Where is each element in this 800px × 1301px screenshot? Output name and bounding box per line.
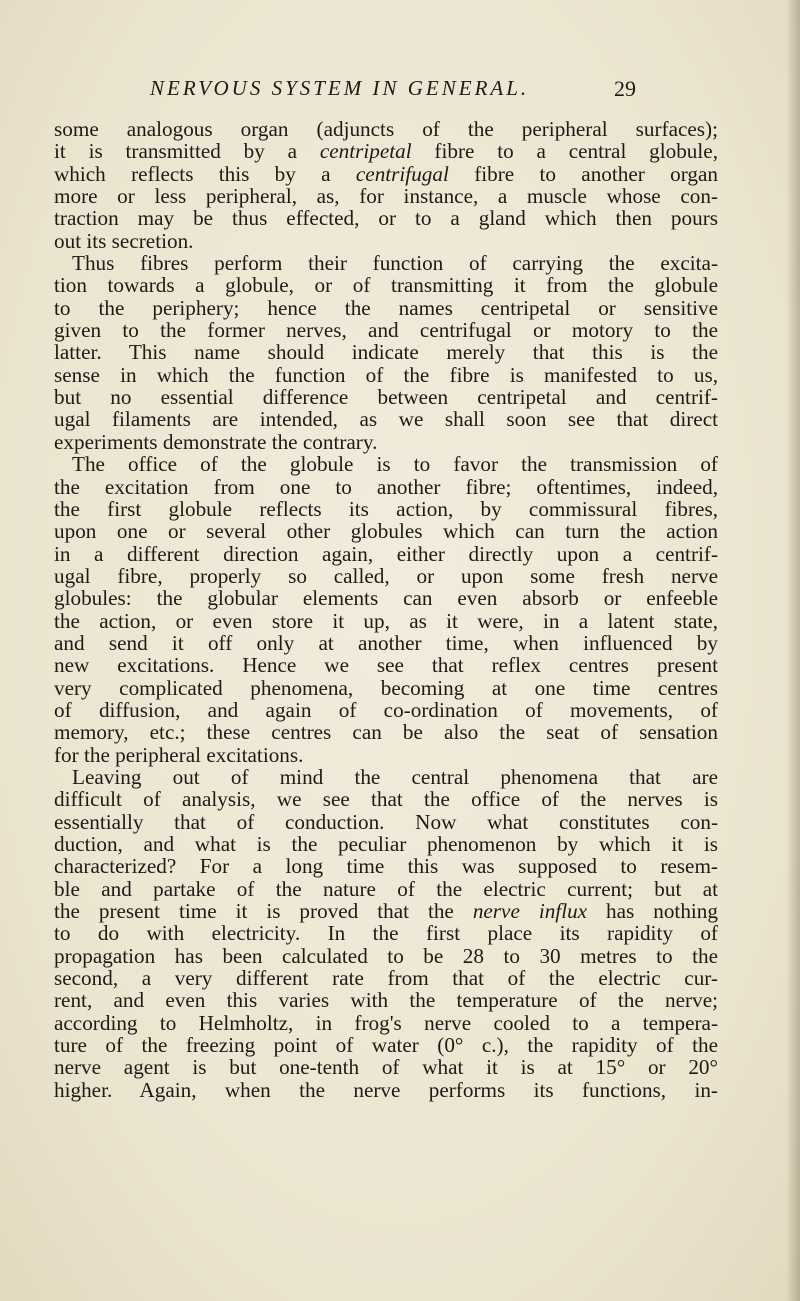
running-head: NERVOUS SYSTEM IN GENERAL. [150, 76, 530, 100]
text-line: ture of the freezing point of water (0° c.), the rapidity of the [54, 1033, 718, 1058]
text-line: to the periphery; hence the names centripetal or sensitive [54, 295, 718, 320]
text-line: second, a very different rate from that of the electric cur- [54, 966, 718, 991]
paragraph [54, 252, 718, 453]
text-line: given to the former nerves, and centrifugal or motory to the [54, 318, 718, 343]
text-line: the present time it is proved that the nerve influx has nothing [54, 899, 718, 924]
text-line: globules: the globular elements can even absorb or enfeeble [54, 586, 718, 611]
page-edge-shadow [786, 0, 800, 1301]
text-line: memory, etc.; these centres can be also the seat of sensation [54, 720, 718, 745]
text-line: tion towards a globule, or of transmitting it from the globule [54, 273, 718, 298]
text-line: upon one or several other globules which can turn the action [54, 519, 718, 544]
text-line: ugal filaments are intended, as we shall soon see that direct [54, 407, 718, 432]
text-line: traction may be thus effected, or to a gland which then pours [54, 206, 718, 231]
page-number: 29 [614, 76, 636, 101]
text-line: some analogous organ (adjuncts of the peripheral surfaces); [54, 117, 718, 141]
text-line: The office of the globule is to favor the transmission of [72, 452, 718, 477]
text-line: and send it off only at another time, when influenced by [54, 630, 718, 655]
text-line: more or less peripheral, as, for instance, a muscle whose con- [54, 184, 718, 209]
text-line: the excitation from one to another fibre; oftentimes, indeed, [54, 474, 718, 499]
text-line: the first globule reflects its action, by commissural fibres, [54, 496, 718, 521]
text-line: in a different direction again, either directly upon a centrif- [54, 541, 718, 566]
text-line: it is transmitted by a centripetal fibre to a central globule, [54, 139, 718, 164]
text-line: for the peripheral excitations. [54, 742, 304, 767]
text-line: latter. This name should indicate merely that this is the [54, 340, 718, 365]
text-line: which reflects this by a centrifugal fibre to another organ [54, 161, 718, 186]
text-line: Thus fibres perform their function of carrying the excita- [72, 251, 718, 276]
text-line: the action, or even store it up, as it were, in a latent state, [54, 608, 718, 633]
text-line: but no essential difference between centripetal and centrif- [54, 385, 718, 410]
text-line: experiments demonstrate the contrary. [54, 429, 378, 454]
text-line: difficult of analysis, we see that the office of the nerves is [54, 787, 718, 812]
italic-term: nerve influx [472, 899, 588, 924]
text-line: nerve agent is but one-tenth of what it is at 15° or 20° [54, 1055, 718, 1080]
italic-term: centrifugal [355, 161, 449, 186]
text-line: characterized? For a long time this was supposed to resem- [54, 854, 718, 879]
page-header [0, 76, 800, 106]
text-line: ble and partake of the nature of the electric current; but at [54, 876, 718, 901]
text-line: of diffusion, and again of co-ordination of movements, of [54, 697, 718, 722]
italic-term: centripetal [319, 139, 412, 164]
text-line: higher. Again, when the nerve performs its functions, in- [54, 1077, 718, 1102]
text-line: Leaving out of mind the central phenomena that are [72, 764, 718, 789]
body-text [54, 118, 718, 1101]
paragraph [54, 766, 718, 1101]
text-line: very complicated phenomena, becoming at one time centres [54, 675, 718, 700]
text-line: new excitations. Hence we see that reflex centres present [54, 653, 718, 678]
paragraph [54, 118, 718, 252]
text-line: duction, and what is the peculiar phenomenon by which it is [54, 832, 718, 856]
text-line: sense in which the function of the fibre is manifested to us, [54, 362, 718, 387]
text-line: propagation has been calculated to be 28 to 30 metres to the [54, 943, 718, 968]
text-line: ugal fibre, properly so called, or upon some fresh nerve [54, 563, 718, 588]
text-line: out its secretion. [54, 228, 194, 253]
paragraph [54, 453, 718, 766]
text-line: rent, and even this varies with the temperature of the nerve; [54, 988, 718, 1013]
text-line: essentially that of conduction. Now what constitutes con- [54, 809, 718, 834]
text-line: according to Helmholtz, in frog's nerve cooled to a tempera- [54, 1010, 718, 1035]
text-line: to do with electricity. In the first place its rapidity of [54, 921, 718, 946]
